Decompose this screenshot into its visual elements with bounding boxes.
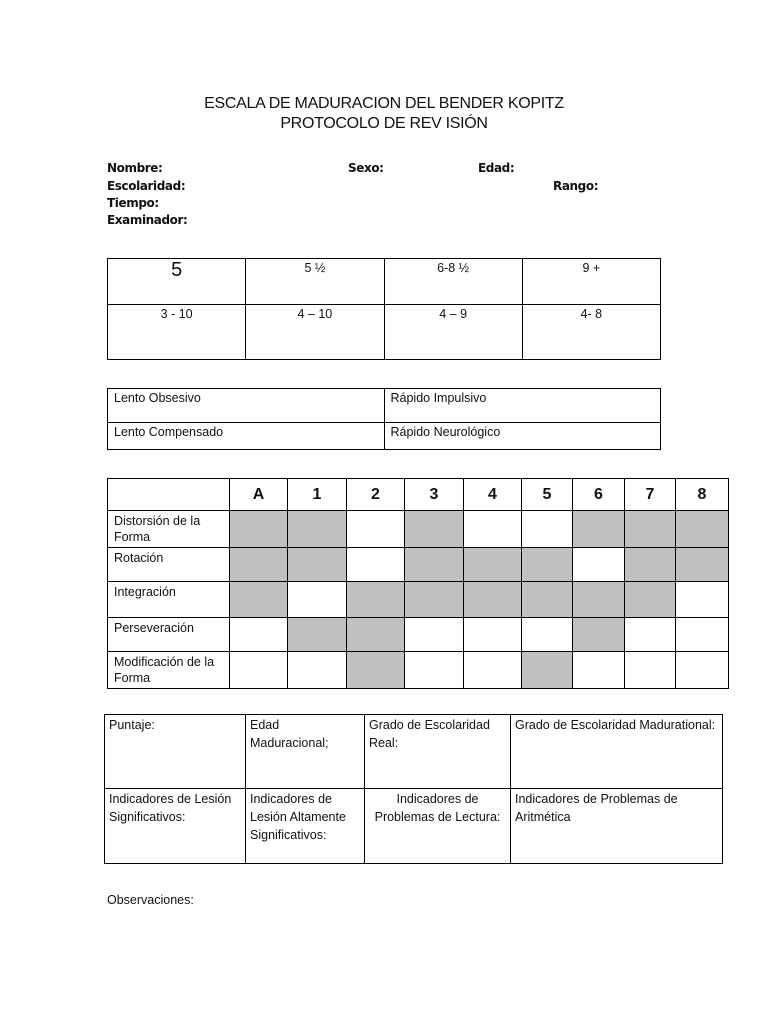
grid-col-header: 1 — [288, 479, 347, 511]
grid-cell — [676, 618, 729, 652]
grid-col-header: 2 — [347, 479, 405, 511]
grid-cell — [676, 582, 729, 618]
grid-col-header: 4 — [464, 479, 522, 511]
grid-cell — [288, 582, 347, 618]
scoring-grid — [107, 478, 729, 689]
grid-cell-shaded — [625, 511, 676, 548]
grid-cell-shaded — [676, 511, 729, 548]
grid-cell — [288, 652, 347, 689]
grid-cell-shaded — [405, 511, 464, 548]
grid-cell-shaded — [288, 511, 347, 548]
grid-cell-shaded — [522, 652, 573, 689]
grid-row — [108, 582, 729, 618]
grid-cell — [573, 548, 625, 582]
aritmetica-cell: Indicadores de Problemas de Aritmética — [511, 789, 723, 864]
grid-cell — [230, 652, 288, 689]
grid-cell-shaded — [676, 548, 729, 582]
grid-col-header: 6 — [573, 479, 625, 511]
field-escolaridad: Escolaridad: — [107, 179, 186, 193]
field-examinador: Examinador: — [107, 213, 188, 227]
type-cell: Lento Obsesivo — [108, 389, 385, 423]
grid-cell-shaded — [405, 548, 464, 582]
grid-cell-shaded — [573, 582, 625, 618]
grid-row — [108, 548, 729, 582]
grid-cell — [405, 652, 464, 689]
field-edad: Edad: — [478, 161, 515, 175]
grid-cell — [230, 618, 288, 652]
grid-cell-shaded — [347, 652, 405, 689]
range-cell: 3 - 10 — [108, 305, 246, 360]
grid-cell — [464, 652, 522, 689]
grid-row — [108, 618, 729, 652]
age-cell: 5 — [108, 259, 246, 305]
grid-cell-shaded — [230, 511, 288, 548]
grid-cell-shaded — [573, 618, 625, 652]
grid-cell — [625, 652, 676, 689]
edad-maduracional-cell: Edad Maduracional; — [246, 715, 365, 789]
field-sexo: Sexo: — [348, 161, 384, 175]
grid-col-header: A — [230, 479, 288, 511]
grid-cell-shaded — [230, 548, 288, 582]
grid-cell-shaded — [288, 548, 347, 582]
grid-cell — [347, 548, 405, 582]
score-table — [104, 714, 723, 864]
page-title: ESCALA DE MADURACION DEL BENDER KOPITZ — [204, 95, 564, 112]
grid-cell-shaded — [522, 548, 573, 582]
age-cell: 6-8 ½ — [384, 259, 522, 305]
grid-cell-shaded — [405, 582, 464, 618]
grid-cell — [676, 652, 729, 689]
range-cell: 4- 8 — [522, 305, 660, 360]
grid-cell — [573, 652, 625, 689]
grid-cell — [347, 511, 405, 548]
puntaje-cell: Puntaje: — [105, 715, 246, 789]
field-tiempo: Tiempo: — [107, 196, 159, 210]
grid-row — [108, 511, 729, 548]
lectura-cell: Indicadores de Problemas de Lectura: — [365, 789, 511, 864]
grado-maduracional-cell: Grado de Escolaridad Madurational: — [511, 715, 723, 789]
grid-cell-shaded — [347, 582, 405, 618]
grid-cell-shaded — [625, 582, 676, 618]
grid-row-label: Integración — [108, 582, 230, 618]
grid-cell — [625, 618, 676, 652]
grado-real-cell: Grado de Escolaridad Real: — [365, 715, 511, 789]
grid-row-label: Distorsión de la Forma — [108, 511, 230, 548]
age-table — [107, 258, 661, 360]
age-cell: 5 ½ — [246, 259, 384, 305]
observaciones-label: Observaciones: — [107, 893, 194, 907]
grid-cell-shaded — [625, 548, 676, 582]
grid-cell-shaded — [464, 582, 522, 618]
grid-cell-shaded — [230, 582, 288, 618]
grid-cell — [522, 618, 573, 652]
grid-cell — [405, 618, 464, 652]
grid-cell — [464, 511, 522, 548]
grid-cell-shaded — [347, 618, 405, 652]
grid-col-header: 3 — [405, 479, 464, 511]
grid-col-header: 8 — [676, 479, 729, 511]
grid-cell — [464, 618, 522, 652]
age-cell: 9 + — [522, 259, 660, 305]
grid-row-label: Rotación — [108, 548, 230, 582]
field-nombre: Nombre: — [107, 161, 163, 175]
page-subtitle: PROTOCOLO DE REV ISIÓN — [280, 115, 488, 132]
field-rango: Rango: — [553, 179, 599, 193]
grid-col-header: 7 — [625, 479, 676, 511]
type-cell: Rápido Impulsivo — [384, 389, 661, 423]
grid-corner — [108, 479, 230, 511]
grid-col-header: 5 — [522, 479, 573, 511]
grid-cell — [522, 511, 573, 548]
grid-cell-shaded — [522, 582, 573, 618]
grid-cell-shaded — [464, 548, 522, 582]
grid-row — [108, 652, 729, 689]
grid-row-label: Modificación de la Forma — [108, 652, 230, 689]
range-cell: 4 – 9 — [384, 305, 522, 360]
type-cell: Lento Compensado — [108, 423, 385, 450]
types-table — [107, 388, 661, 450]
lesion-altamente-cell: Indicadores de Lesión Altamente Significativos: — [246, 789, 365, 864]
grid-cell-shaded — [573, 511, 625, 548]
grid-row-label: Perseveración — [108, 618, 230, 652]
type-cell: Rápido Neurológico — [384, 423, 661, 450]
grid-cell-shaded — [288, 618, 347, 652]
range-cell: 4 – 10 — [246, 305, 384, 360]
lesion-significativos-cell: Indicadores de Lesión Significativos: — [105, 789, 246, 864]
